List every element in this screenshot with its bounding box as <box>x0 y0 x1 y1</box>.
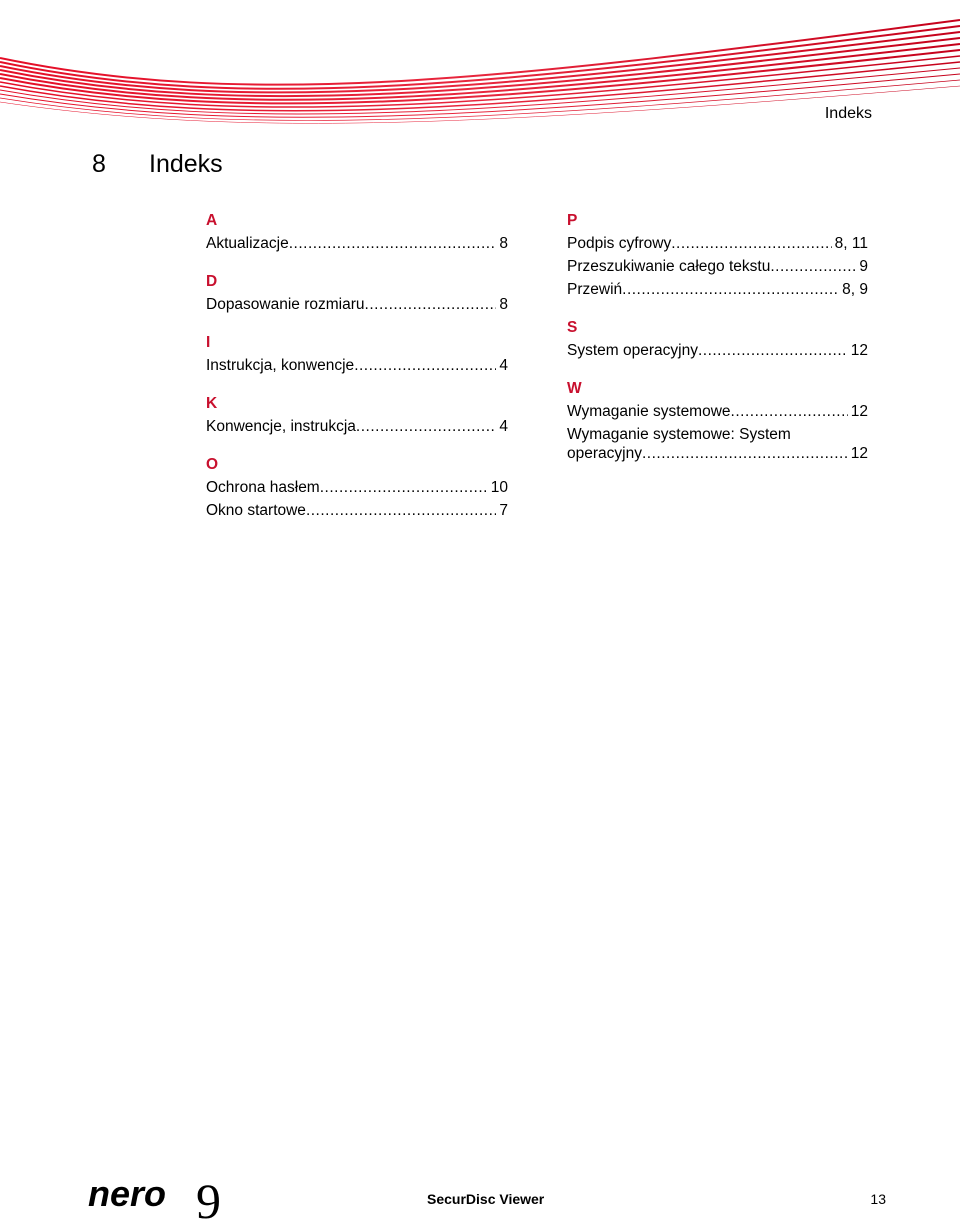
index-letter: P <box>567 212 578 229</box>
index-group-a <box>206 210 508 255</box>
index-column-right <box>567 210 868 463</box>
page-ref: 12 <box>850 403 868 420</box>
page-ref: 12 <box>850 342 868 359</box>
chapter-number: 8 <box>92 150 106 178</box>
dot-leader <box>671 232 831 255</box>
dot-leader <box>365 293 497 316</box>
index-term: Instrukcja, konwencje <box>206 357 355 374</box>
index-entry[interactable] <box>567 339 868 362</box>
footer-page-number: 13 <box>870 1191 886 1207</box>
page-ref: 4 <box>499 357 508 374</box>
index-term: operacyjny <box>567 445 642 462</box>
chapter-heading <box>92 150 223 179</box>
logo-wordmark: nero <box>88 1173 167 1214</box>
index-term-line1: Wymaganie systemowe: System <box>567 426 791 443</box>
index-term: Ochrona hasłem <box>206 479 320 496</box>
page-ref: 12 <box>850 445 868 462</box>
index-group-d <box>206 271 508 316</box>
footer-product-name: SecurDisc Viewer <box>427 1191 545 1207</box>
dot-leader <box>306 499 496 522</box>
index-entry[interactable] <box>206 499 508 522</box>
index-entry[interactable] <box>567 255 868 278</box>
page-ref: 9 <box>859 258 868 275</box>
index-column-left <box>206 210 508 522</box>
dot-leader <box>622 278 839 301</box>
index-letter: A <box>206 212 218 229</box>
header-red-wave-banner <box>0 0 960 140</box>
page-ref: 8 <box>499 296 508 313</box>
index-term: Przeszukiwanie całego tekstu <box>567 258 771 275</box>
index-term: Wymaganie systemowe <box>567 403 731 420</box>
index-term: System operacyjny <box>567 342 698 359</box>
dot-leader <box>320 476 488 499</box>
index-entry[interactable] <box>567 423 868 463</box>
index-entry[interactable] <box>206 232 508 255</box>
index-letter: K <box>206 395 218 412</box>
index-group-p <box>567 210 868 301</box>
page-ref: 8 <box>499 235 508 252</box>
index-term: Przewiń <box>567 281 623 298</box>
index-group-i <box>206 332 508 377</box>
index-entry[interactable] <box>567 400 868 423</box>
index-entry[interactable] <box>206 354 508 377</box>
index-group-w <box>567 378 868 463</box>
index-entry-last-line <box>567 444 868 463</box>
running-header-title: Indeks <box>824 105 872 122</box>
index-term: Konwencje, instrukcja <box>206 418 356 435</box>
index-term: Podpis cyfrowy <box>567 235 672 252</box>
index-entry[interactable] <box>567 232 868 255</box>
index-entry[interactable] <box>206 476 508 499</box>
dot-leader <box>731 400 848 423</box>
page-ref: 7 <box>499 502 508 519</box>
nero-9-logo <box>88 1172 238 1224</box>
index-term: Aktualizacje <box>206 235 289 252</box>
index-group-o <box>206 454 508 522</box>
page-ref: 10 <box>490 479 508 496</box>
dot-leader <box>289 232 497 255</box>
dot-leader <box>356 415 496 438</box>
index-letter: D <box>206 273 218 290</box>
index-letter: W <box>567 380 582 397</box>
index-term: Dopasowanie rozmiaru <box>206 296 365 313</box>
page-ref: 8, 11 <box>834 235 868 252</box>
index-entry[interactable] <box>206 293 508 316</box>
index-letter: S <box>567 319 578 336</box>
dot-leader <box>770 255 856 278</box>
page-ref: 4 <box>499 418 508 435</box>
dot-leader <box>698 339 848 362</box>
index-letter: I <box>206 334 211 351</box>
index-group-k <box>206 393 508 438</box>
logo-version: 9 <box>196 1173 221 1224</box>
index-letter: O <box>206 456 219 473</box>
index-group-s <box>567 317 868 362</box>
dot-leader <box>642 444 848 463</box>
chapter-title: Indeks <box>149 150 223 178</box>
page-ref: 8, 9 <box>842 281 868 298</box>
index-term: Okno startowe <box>206 502 306 519</box>
index-entry[interactable] <box>206 415 508 438</box>
index-entry[interactable] <box>567 278 868 301</box>
dot-leader <box>354 354 496 377</box>
